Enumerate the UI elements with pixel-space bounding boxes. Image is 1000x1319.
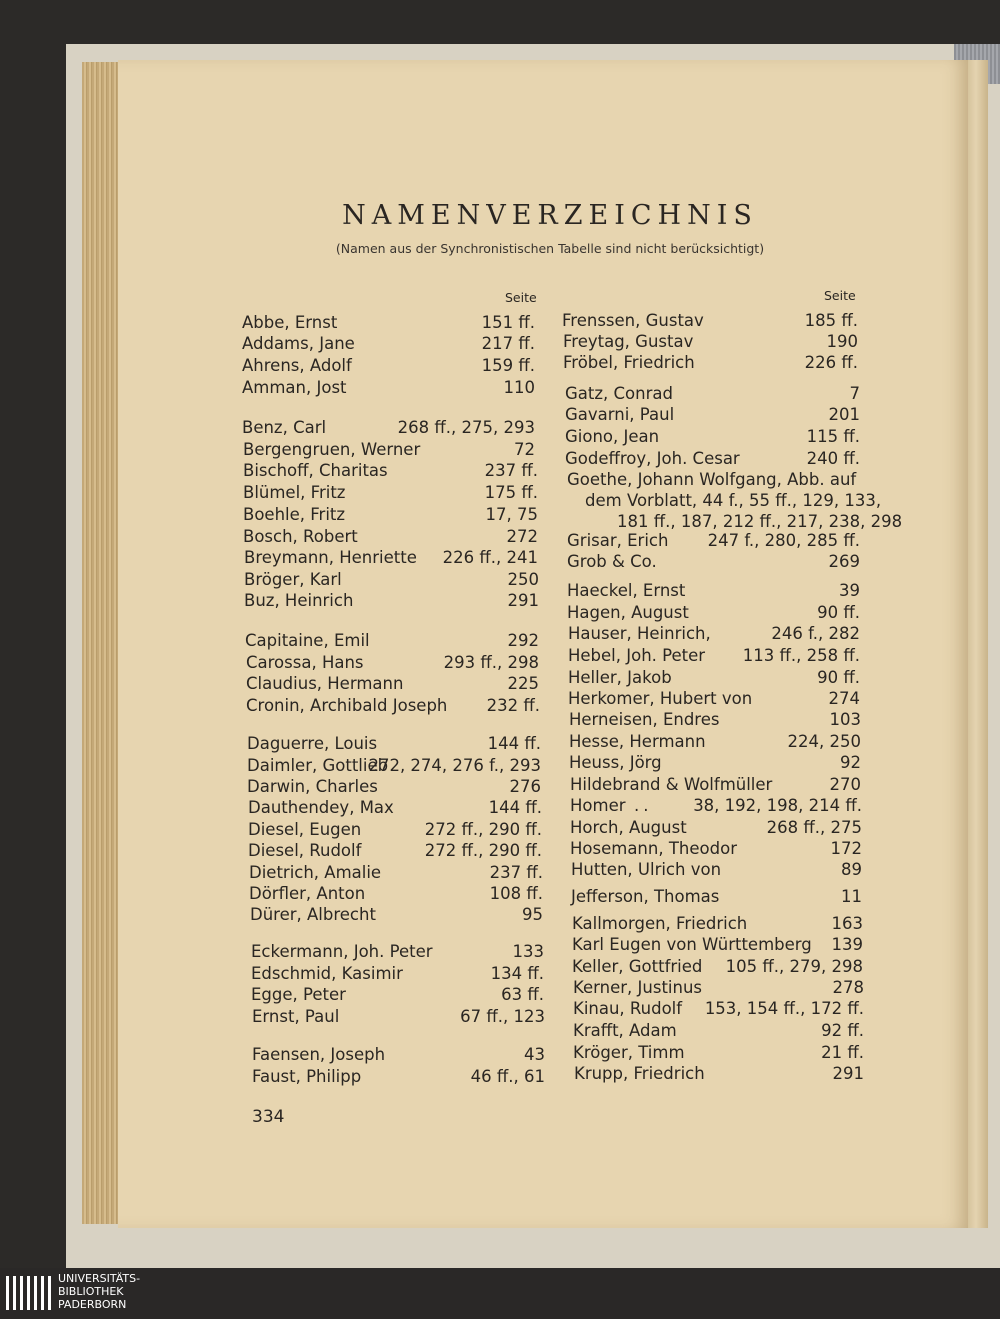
- library-name-line1: UNIVERSITÄTS-: [58, 1272, 141, 1285]
- entry-name: Jefferson, Thomas: [571, 887, 720, 906]
- entry-pages: 185 ff.: [804, 311, 858, 330]
- entry-pages: 46 ff., 61: [470, 1067, 545, 1086]
- entry-pages: 144 ff.: [488, 798, 542, 817]
- library-name-line2: BIBLIOTHEK: [58, 1285, 124, 1298]
- entry-pages: 172: [830, 839, 862, 858]
- entry-name: Capitaine, Emil: [245, 631, 370, 650]
- entry-pages: 272 ff., 290 ff.: [424, 841, 542, 860]
- entry-pages: 291: [507, 591, 539, 610]
- page-stack-edge: [82, 62, 122, 1224]
- library-footer: [0, 1268, 1000, 1319]
- entry-pages: 269: [828, 552, 860, 571]
- index-title: NAMENVERZEICHNIS: [342, 200, 758, 231]
- entry-name: Breymann, Henriette: [244, 548, 417, 567]
- entry-name: Keller, Gottfried: [572, 957, 703, 976]
- entry-name: Eckermann, Joh. Peter: [251, 942, 433, 961]
- right-column-header: Seite: [824, 288, 856, 303]
- entry-name: Kerner, Justinus: [573, 978, 703, 997]
- entry-pages: 113 ff., 258 ff.: [742, 646, 860, 665]
- entry-name: Addams, Jane: [242, 334, 355, 353]
- entry-pages: 272 ff., 290 ff.: [424, 820, 542, 839]
- entry-pages: 103: [829, 710, 861, 729]
- entry-name: Bröger, Karl: [244, 570, 342, 589]
- entry-name: Bosch, Robert: [243, 527, 358, 546]
- entry-name: Diesel, Eugen: [248, 820, 362, 839]
- entry-name: Kröger, Timm: [573, 1043, 685, 1062]
- entry-name: Hosemann, Theodor: [570, 839, 737, 858]
- entry-name: Faust, Philipp: [252, 1067, 362, 1086]
- entry-name: Hildebrand & Wolfmüller: [570, 775, 773, 794]
- entry-pages: 159 ff.: [481, 356, 535, 375]
- entry-name: Herneisen, Endres: [569, 710, 720, 729]
- entry-pages: 201: [828, 405, 860, 424]
- entry-name: Faensen, Joseph: [252, 1045, 386, 1064]
- entry-name: Egge, Peter: [251, 985, 346, 1004]
- entry-pages: 17, 75: [485, 505, 538, 524]
- page-right-edge: [968, 60, 988, 1228]
- entry-name: Hagen, August: [567, 603, 689, 622]
- entry-pages: 139: [831, 935, 863, 954]
- library-logo-icon: [4, 1272, 52, 1314]
- entry-name: Krupp, Friedrich: [574, 1064, 705, 1083]
- entry-pages: 133: [512, 942, 544, 961]
- entry-pages: 134 ff.: [490, 964, 544, 983]
- entry-pages: 278: [832, 978, 864, 997]
- entry-name: dem Vorblatt, 44 f., 55 ff., 129, 133,: [585, 491, 882, 510]
- entry-name: Goethe, Johann Wolfgang, Abb. auf: [567, 470, 857, 489]
- entry-name: Bischoff, Charitas: [243, 461, 388, 480]
- entry-name: Grob & Co.: [567, 552, 657, 571]
- entry-name: Dörfler, Anton: [249, 884, 366, 903]
- entry-pages: 237 ff.: [484, 461, 538, 480]
- entry-name: Dietrich, Amalie: [249, 863, 382, 882]
- entry-pages: 63 ff.: [501, 985, 544, 1004]
- left-column-header: Seite: [505, 290, 537, 305]
- entry-name: Heller, Jakob: [568, 668, 672, 687]
- entry-name: Daguerre, Louis: [247, 734, 378, 753]
- entry-pages: 21 ff.: [821, 1043, 864, 1062]
- entry-name: Giono, Jean: [565, 427, 660, 446]
- entry-pages: 293 ff., 298: [443, 653, 539, 672]
- entry-name: Buz, Heinrich: [244, 591, 354, 610]
- leader-dots: ..: [634, 796, 653, 815]
- index-subtitle: (Namen aus der Synchronistischen Tabelle sind nicht berücksichtigt): [335, 241, 765, 256]
- entry-name: Benz, Carl: [242, 418, 327, 437]
- entry-name: Hesse, Hermann: [569, 732, 706, 751]
- entry-name: Darwin, Charles: [247, 777, 378, 796]
- entry-name: Abbe, Ernst: [242, 313, 338, 332]
- entry-pages: 43: [524, 1045, 545, 1064]
- entry-name: Grisar, Erich: [567, 531, 669, 550]
- entry-pages: 38, 192, 198, 214 ff.: [693, 796, 862, 815]
- entry-pages: 268 ff., 275, 293: [397, 418, 535, 437]
- entry-pages: 270: [829, 775, 861, 794]
- entry-pages: 226 ff., 241: [442, 548, 538, 567]
- entry-name: Karl Eugen von Württemberg: [572, 935, 812, 954]
- entry-name: Hauser, Heinrich,: [568, 624, 711, 643]
- entry-name: Fröbel, Friedrich: [563, 353, 695, 372]
- entry-name: Gatz, Conrad: [565, 384, 673, 403]
- library-name: [58, 1272, 140, 1311]
- entry-pages: 225: [507, 674, 539, 693]
- entry-pages: 72: [514, 440, 535, 459]
- entry-name: Dürer, Albrecht: [250, 905, 376, 924]
- entry-name: Claudius, Hermann: [246, 674, 404, 693]
- entry-name: Herkomer, Hubert von: [568, 689, 753, 708]
- entry-name: Amman, Jost: [242, 378, 347, 397]
- entry-pages: 105 ff., 279, 298: [725, 957, 863, 976]
- entry-pages: 232 ff.: [486, 696, 540, 715]
- entry-name: Horch, August: [570, 818, 687, 837]
- entry-pages: 89: [841, 860, 862, 879]
- entry-name: Edschmid, Kasimir: [251, 964, 403, 983]
- entry-name: Frenssen, Gustav: [562, 311, 704, 330]
- entry-name: Boehle, Fritz: [243, 505, 346, 524]
- entry-name: Daimler, Gottlieb: [247, 756, 389, 775]
- entry-name: Freytag, Gustav: [563, 332, 694, 351]
- entry-pages: 224, 250: [787, 732, 861, 751]
- entry-name: Ahrens, Adolf: [242, 356, 352, 375]
- entry-pages: 272, 274, 276 f., 293: [368, 756, 541, 775]
- entry-name: 181 ff., 187, 212 ff., 217, 238, 298: [617, 512, 903, 531]
- entry-pages: 276: [509, 777, 541, 796]
- entry-pages: 151 ff.: [481, 313, 535, 332]
- entry-pages: 67 ff., 123: [460, 1007, 545, 1026]
- entry-pages: 247 f., 280, 285 ff.: [707, 531, 860, 550]
- entry-name: Kallmorgen, Friedrich: [572, 914, 748, 933]
- entry-pages: 95: [522, 905, 543, 924]
- entry-name: Carossa, Hans: [246, 653, 364, 672]
- entry-name: Cronin, Archibald Joseph: [246, 696, 448, 715]
- page-number: 334: [252, 1107, 285, 1127]
- entry-name: Blümel, Fritz: [243, 483, 346, 502]
- entry-pages: 153, 154 ff., 172 ff.: [704, 999, 864, 1018]
- entry-pages: 39: [839, 581, 860, 600]
- entry-pages: 11: [841, 887, 862, 906]
- entry-pages: 144 ff.: [487, 734, 541, 753]
- entry-name: Hebel, Joh. Peter: [568, 646, 706, 665]
- entry-name: Krafft, Adam: [573, 1021, 677, 1040]
- entry-pages: 92 ff.: [821, 1021, 864, 1040]
- entry-pages: 110: [503, 378, 535, 397]
- entry-name: Homer: [570, 796, 626, 815]
- entry-name: Haeckel, Ernst: [567, 581, 686, 600]
- entry-pages: 291: [832, 1064, 864, 1083]
- entry-name: Kinau, Rudolf: [573, 999, 683, 1018]
- entry-name: Ernst, Paul: [252, 1007, 340, 1026]
- entry-name: Heuss, Jörg: [569, 753, 662, 772]
- entry-pages: 292: [507, 631, 539, 650]
- entry-pages: 272: [506, 527, 538, 546]
- entry-pages: 226 ff.: [804, 353, 858, 372]
- library-name-line3: PADERBORN: [58, 1298, 127, 1311]
- entry-pages: 217 ff.: [481, 334, 535, 353]
- entry-name: Hutten, Ulrich von: [571, 860, 722, 879]
- entry-pages: 163: [831, 914, 863, 933]
- entry-pages: 250: [507, 570, 539, 589]
- entry-pages: 274: [828, 689, 860, 708]
- entry-name: Dauthendey, Max: [248, 798, 394, 817]
- entry-pages: 90 ff.: [817, 668, 860, 687]
- entry-name: Bergengruen, Werner: [243, 440, 421, 459]
- entry-pages: 115 ff.: [806, 427, 860, 446]
- entry-name: Gavarni, Paul: [565, 405, 675, 424]
- entry-pages: 175 ff.: [484, 483, 538, 502]
- entry-pages: 90 ff.: [817, 603, 860, 622]
- entry-name: Diesel, Rudolf: [248, 841, 362, 860]
- entry-pages: 92: [840, 753, 861, 772]
- entry-pages: 246 f., 282: [771, 624, 860, 643]
- entry-name: Godeffroy, Joh. Cesar: [565, 449, 740, 468]
- entry-pages: 190: [826, 332, 858, 351]
- entry-pages: 268 ff., 275: [766, 818, 862, 837]
- entry-pages: 237 ff.: [489, 863, 543, 882]
- entry-pages: 240 ff.: [806, 449, 860, 468]
- entry-pages: 7: [849, 384, 860, 403]
- entry-pages: 108 ff.: [489, 884, 543, 903]
